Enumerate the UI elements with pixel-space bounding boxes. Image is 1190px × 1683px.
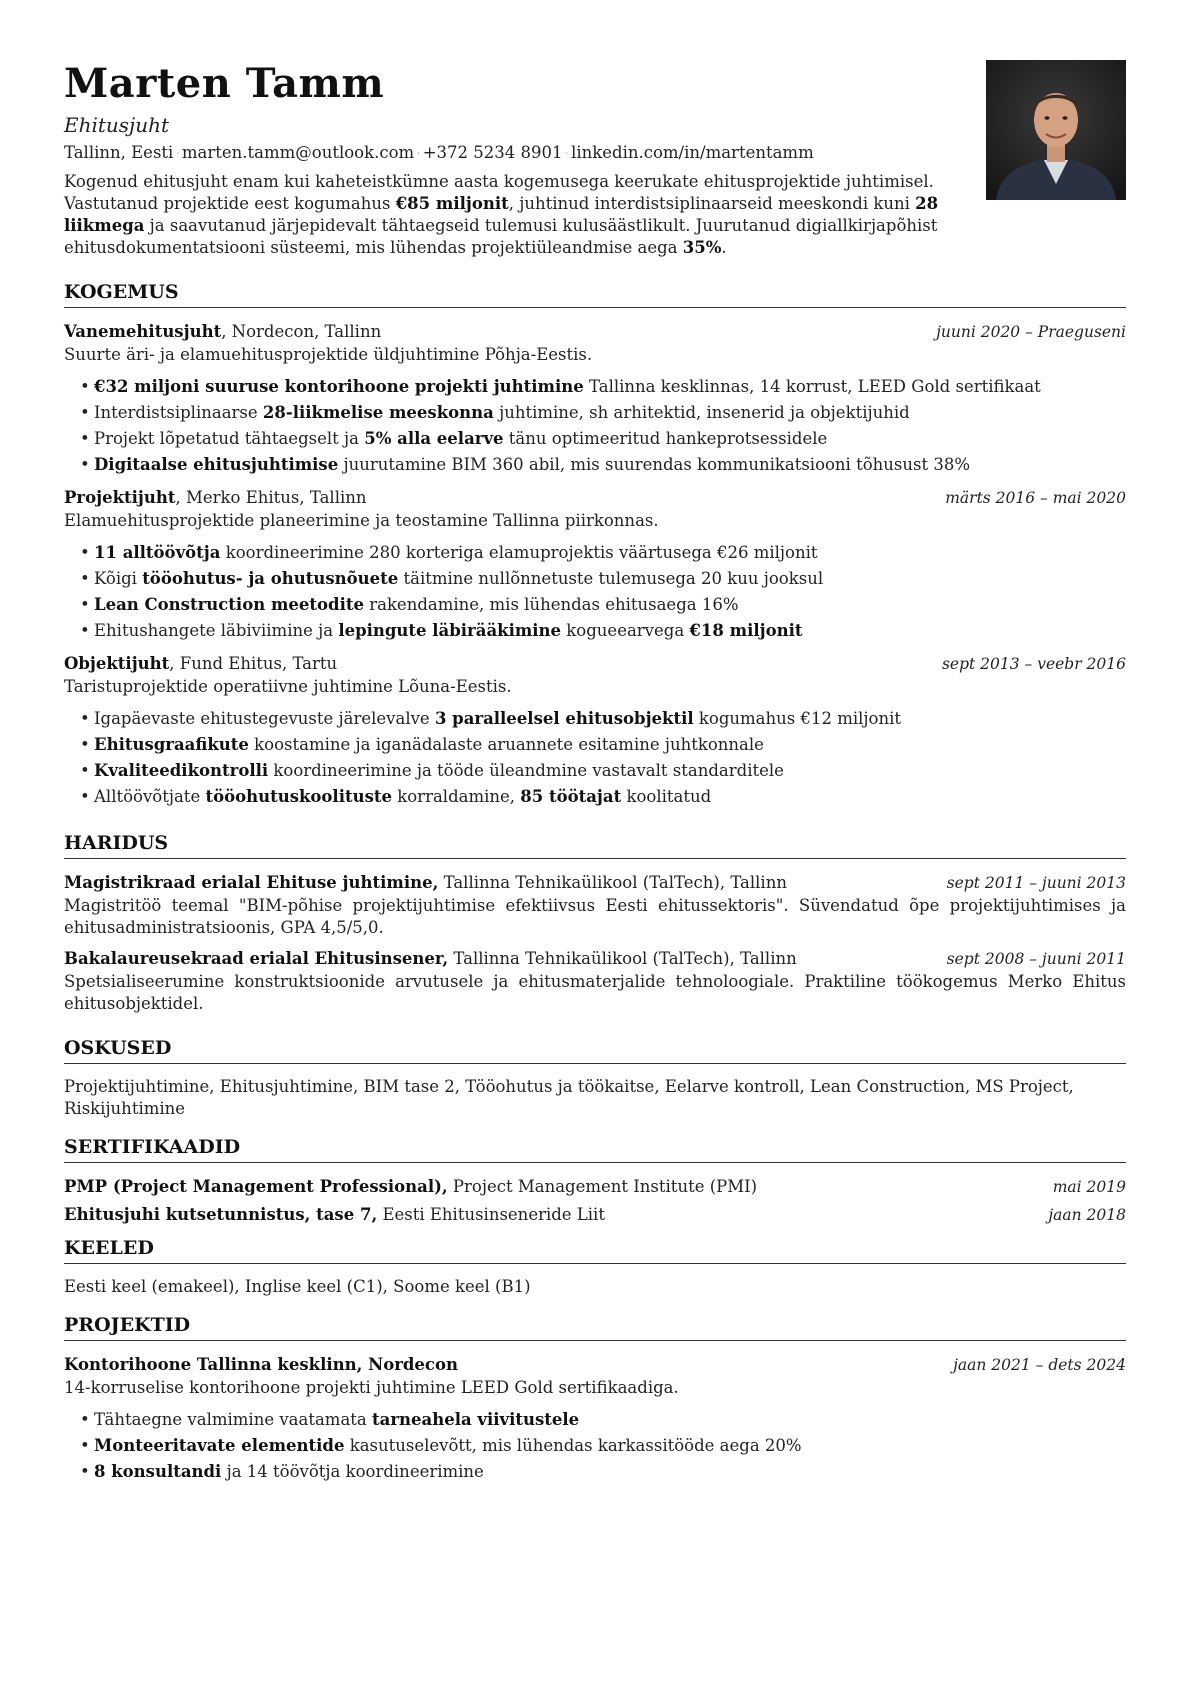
bold-text: tööohutus- ja ohutusnõuete xyxy=(142,568,399,588)
contact-line xyxy=(64,142,966,165)
text-run: kogueearvega xyxy=(561,620,690,640)
text-run: korraldamine, xyxy=(392,786,521,806)
bullet-item xyxy=(80,374,1126,400)
entry-date: sept 2013 – veebr 2016 xyxy=(941,654,1126,673)
text-run: , juhtinud interdistsiplinaarseid meeskondi kuni xyxy=(508,193,916,213)
entry-header xyxy=(64,1175,1126,1199)
entry-title-line xyxy=(64,652,337,676)
bullet-item xyxy=(80,1433,1126,1459)
entry-date: jaan 2018 xyxy=(1048,1205,1126,1224)
entry-header xyxy=(64,1353,1126,1377)
languages-text: Eesti keel (emakeel), Inglise keel (C1), Soome keel (B1) xyxy=(64,1276,531,1296)
bold-text: €18 miljonit xyxy=(689,620,803,640)
skills-text: Projektijuhtimine, Ehitusjuhtimine, BIM tase 2, Tööohutus ja töökaitse, Eelarve kontroll, Lean Construction, MS Project, Riskijuhtimine xyxy=(64,1076,1074,1118)
bullet-item xyxy=(80,592,1126,618)
entry-role: Projektijuht xyxy=(64,487,176,507)
text-run: Ehitushangete läbiviimine ja xyxy=(94,620,339,640)
text-run: koolitatud xyxy=(621,786,712,806)
entry-organization: , Fund Ehitus, Tartu xyxy=(169,653,338,673)
bullet-list xyxy=(64,1407,1126,1485)
text-run: kasutuselevõtt, mis lühendas karkassitööde aega 20% xyxy=(344,1435,802,1455)
text-run: juurutamine BIM 360 abil, mis suurendas kommunikatsiooni tõhusust 38% xyxy=(338,454,971,474)
job-title: Ehitusjuht xyxy=(64,113,170,137)
bold-text: Kvaliteedikontrolli xyxy=(94,760,269,780)
certificates-list xyxy=(64,1175,1126,1227)
bullet-list xyxy=(64,540,1126,644)
text-run: ja saavutanud järjepidevalt tähtaegseid tulemusi kulusäästlikult. Juurutanud digiallkirjapõhist ehitusdokumentatsiooni süsteemi, mis lühendas projektiüleandmise aega xyxy=(64,215,938,257)
text-run: juhtimine, sh arhitektid, insenerid ja objektijuhid xyxy=(493,402,910,422)
text-run: tänu optimeeritud hankeprotsessidele xyxy=(503,428,828,448)
bold-text: tarneahela viivitustele xyxy=(372,1409,580,1429)
entry-organization: Tallinna Tehnikaülikool (TalTech), Tallinn xyxy=(438,872,787,892)
email-link[interactable]: marten.tamm@outlook.com xyxy=(181,143,415,162)
text-run: ja 14 töövõtja koordineerimine xyxy=(221,1461,484,1481)
education-entry xyxy=(64,947,1126,1015)
projects-list xyxy=(64,1353,1126,1485)
entry-organization: Eesti Ehitusinseneride Liit xyxy=(377,1204,605,1224)
entry-title-line xyxy=(64,1353,458,1377)
skills-section xyxy=(64,1035,1126,1120)
entry-header xyxy=(64,320,1126,344)
entry-role: Magistrikraad erialal Ehituse juhtimine, xyxy=(64,872,439,892)
bold-text: 28-liikmelise meeskonna xyxy=(262,402,494,422)
section-heading: KEELED xyxy=(64,1235,1126,1264)
person-name: Marten Tamm xyxy=(64,60,385,107)
text-run: rakendamine, mis lühendas ehitusaega 16% xyxy=(363,594,739,614)
text-run: koordineerimine ja tööde üleandmine vastavalt standarditele xyxy=(268,760,784,780)
bold-text: 11 alltöövõtja xyxy=(94,542,221,562)
entry-organization: Project Management Institute (PMI) xyxy=(447,1176,758,1196)
section-heading: KOGEMUS xyxy=(64,279,1126,308)
bold-text: €32 miljoni suuruse kontorihoone projekti juhtimine xyxy=(94,376,584,396)
entry-date: juuni 2020 – Praeguseni xyxy=(936,322,1126,341)
entry-description: Spetsialiseerumine konstruktsioonide arvutusele ja ehitusmaterjalide tehnoloogiale. Praktiline töökogemus Merko Ehitus ehitusobjektidel. xyxy=(64,971,1126,1013)
bullet-item xyxy=(80,732,1126,758)
education-list xyxy=(64,871,1126,1015)
education-section xyxy=(64,830,1126,1015)
entry-role: Ehitusjuhi kutsetunnistus, tase 7, xyxy=(64,1204,378,1224)
bullet-item xyxy=(80,1459,1126,1485)
entry-date: sept 2011 – juuni 2013 xyxy=(946,873,1126,892)
bullet-item xyxy=(80,452,1126,478)
section-heading: HARIDUS xyxy=(64,830,1126,859)
entry-description: Taristuprojektide operatiivne juhtimine Lõuna-Eestis. xyxy=(64,676,512,696)
text-run: Projekt lõpetatud tähtaegselt ja xyxy=(94,428,365,448)
entry-description: Magistritöö teemal "BIM-põhise projektijuhtimise efektiivsus Eesti ehitussektoris". Süvendatud õpe projektijuhtimises ja ehitusadministratsioonis, GPA 4,5/5,0. xyxy=(64,895,1126,937)
profile-photo xyxy=(986,60,1126,200)
text-run: Igapäevaste ehitustegevuste järelevalve xyxy=(94,708,435,728)
contact-separator: · xyxy=(565,148,569,158)
entry-title-line xyxy=(64,486,367,510)
entry-date: jaan 2021 – dets 2024 xyxy=(953,1355,1126,1374)
text-run: Tallinna kesklinnas, 14 korrust, LEED Gold sertifikaat xyxy=(583,376,1041,396)
location: Tallinn, Eesti xyxy=(64,143,174,162)
projects-entry xyxy=(64,1353,1126,1485)
entry-description: Suurte äri- ja elamuehitusprojektide üldjuhtimine Põhja-Eestis. xyxy=(64,344,593,364)
bullet-list xyxy=(64,374,1126,478)
experience-list xyxy=(64,320,1126,810)
entry-header xyxy=(64,652,1126,676)
entry-organization: , Nordecon, Tallinn xyxy=(221,321,382,341)
certificates-entry xyxy=(64,1175,1126,1199)
certificates-entry xyxy=(64,1203,1126,1227)
text-run: Tähtaegne valmimine vaatamata xyxy=(94,1409,373,1429)
profile-summary xyxy=(64,171,984,259)
entry-title-line xyxy=(64,320,381,344)
bullet-item xyxy=(80,426,1126,452)
entry-organization: Tallinna Tehnikaülikool (TalTech), Tallinn xyxy=(448,948,797,968)
bullet-item xyxy=(80,706,1126,732)
entry-header xyxy=(64,947,1126,971)
resume-header xyxy=(64,60,1126,259)
bullet-item xyxy=(80,566,1126,592)
bold-text: 8 konsultandi xyxy=(94,1461,222,1481)
entry-title-line xyxy=(64,871,787,895)
entry-role: PMP (Project Management Professional), xyxy=(64,1176,448,1196)
entry-role: Vanemehitusjuht xyxy=(64,321,222,341)
bold-text: Lean Construction meetodite xyxy=(94,594,364,614)
section-heading: OSKUSED xyxy=(64,1035,1126,1064)
text-run: koordineerimine 280 korteriga elamuprojektis väärtusega €26 miljonit xyxy=(220,542,818,562)
bold-text: 35% xyxy=(682,237,722,257)
entry-role: Objektijuht xyxy=(64,653,170,673)
entry-role: Bakalaureusekraad erialal Ehitusinsener, xyxy=(64,948,449,968)
text-run: täitmine nullõnnetuste tulemusega 20 kuu jooksul xyxy=(398,568,824,588)
experience-entry xyxy=(64,652,1126,810)
text-run: Alltöövõtjate xyxy=(94,786,206,806)
bold-text: 3 paralleelsel ehitusobjektil xyxy=(434,708,694,728)
bullet-item xyxy=(80,400,1126,426)
experience-entry xyxy=(64,486,1126,644)
entry-title-line xyxy=(64,1175,757,1199)
entry-date: mai 2019 xyxy=(1052,1177,1126,1196)
bold-text: 5% alla eelarve xyxy=(364,428,504,448)
bold-text: 85 töötajat xyxy=(520,786,622,806)
entry-title-line xyxy=(64,1203,605,1227)
bullet-item xyxy=(80,784,1126,810)
entry-role: Kontorihoone Tallinna kesklinn, Nordecon xyxy=(64,1354,458,1374)
profile-photo-image xyxy=(986,60,1126,200)
entry-description: 14-korruselise kontorihoone projekti juhtimine LEED Gold sertifikaadiga. xyxy=(64,1377,679,1397)
contact-separator: · xyxy=(176,148,179,158)
entry-title-line xyxy=(64,947,797,971)
certificates-section xyxy=(64,1134,1126,1227)
bold-text: Ehitusgraafikute xyxy=(94,734,249,754)
bold-text: 28 liikmega xyxy=(64,193,939,235)
bold-text: Monteeritavate elementide xyxy=(94,1435,345,1455)
text-run: Kõigi xyxy=(94,568,143,588)
bullet-item xyxy=(80,540,1126,566)
contact-separator: · xyxy=(417,148,420,158)
education-entry xyxy=(64,871,1126,939)
entry-header xyxy=(64,486,1126,510)
experience-entry xyxy=(64,320,1126,478)
text-run: kogumahus €12 miljonit xyxy=(693,708,901,728)
bold-text: Digitaalse ehitusjuhtimise xyxy=(94,454,339,474)
languages-section xyxy=(64,1235,1126,1298)
entry-date: märts 2016 – mai 2020 xyxy=(945,488,1126,507)
bold-text: tööohutuskoolituste xyxy=(205,786,392,806)
entry-description: Elamuehitusprojektide planeerimine ja teostamine Tallinna piirkonnas. xyxy=(64,510,659,530)
text-run: koostamine ja iganädalaste aruannete esitamine juhtkonnale xyxy=(248,734,764,754)
bullet-list xyxy=(64,706,1126,810)
entry-header xyxy=(64,1203,1126,1227)
experience-section xyxy=(64,279,1126,810)
text-run: . xyxy=(721,237,727,257)
entry-header xyxy=(64,871,1126,895)
phone-number[interactable]: +372 5234 8901 xyxy=(422,143,563,162)
section-heading: PROJEKTID xyxy=(64,1312,1126,1341)
bullet-item xyxy=(80,1407,1126,1433)
projects-section xyxy=(64,1312,1126,1485)
bold-text: lepingute läbirääkimine xyxy=(338,620,562,640)
bullet-item xyxy=(80,618,1126,644)
text-run: Interdistsiplinaarse xyxy=(94,402,263,422)
text-run: Kogenud ehitusjuht enam kui kaheteistkümne aasta kogemusega keerukate ehitusprojektide juhtimisel. Vastutanud projektide eest kogumahus xyxy=(64,171,934,213)
section-heading: SERTIFIKAADID xyxy=(64,1134,1126,1163)
linkedin-link[interactable]: linkedin.com/in/martentamm xyxy=(571,143,814,162)
entry-date: sept 2008 – juuni 2011 xyxy=(946,949,1126,968)
entry-organization: , Merko Ehitus, Tallinn xyxy=(175,487,367,507)
bold-text: €85 miljonit xyxy=(395,193,509,213)
bullet-item xyxy=(80,758,1126,784)
